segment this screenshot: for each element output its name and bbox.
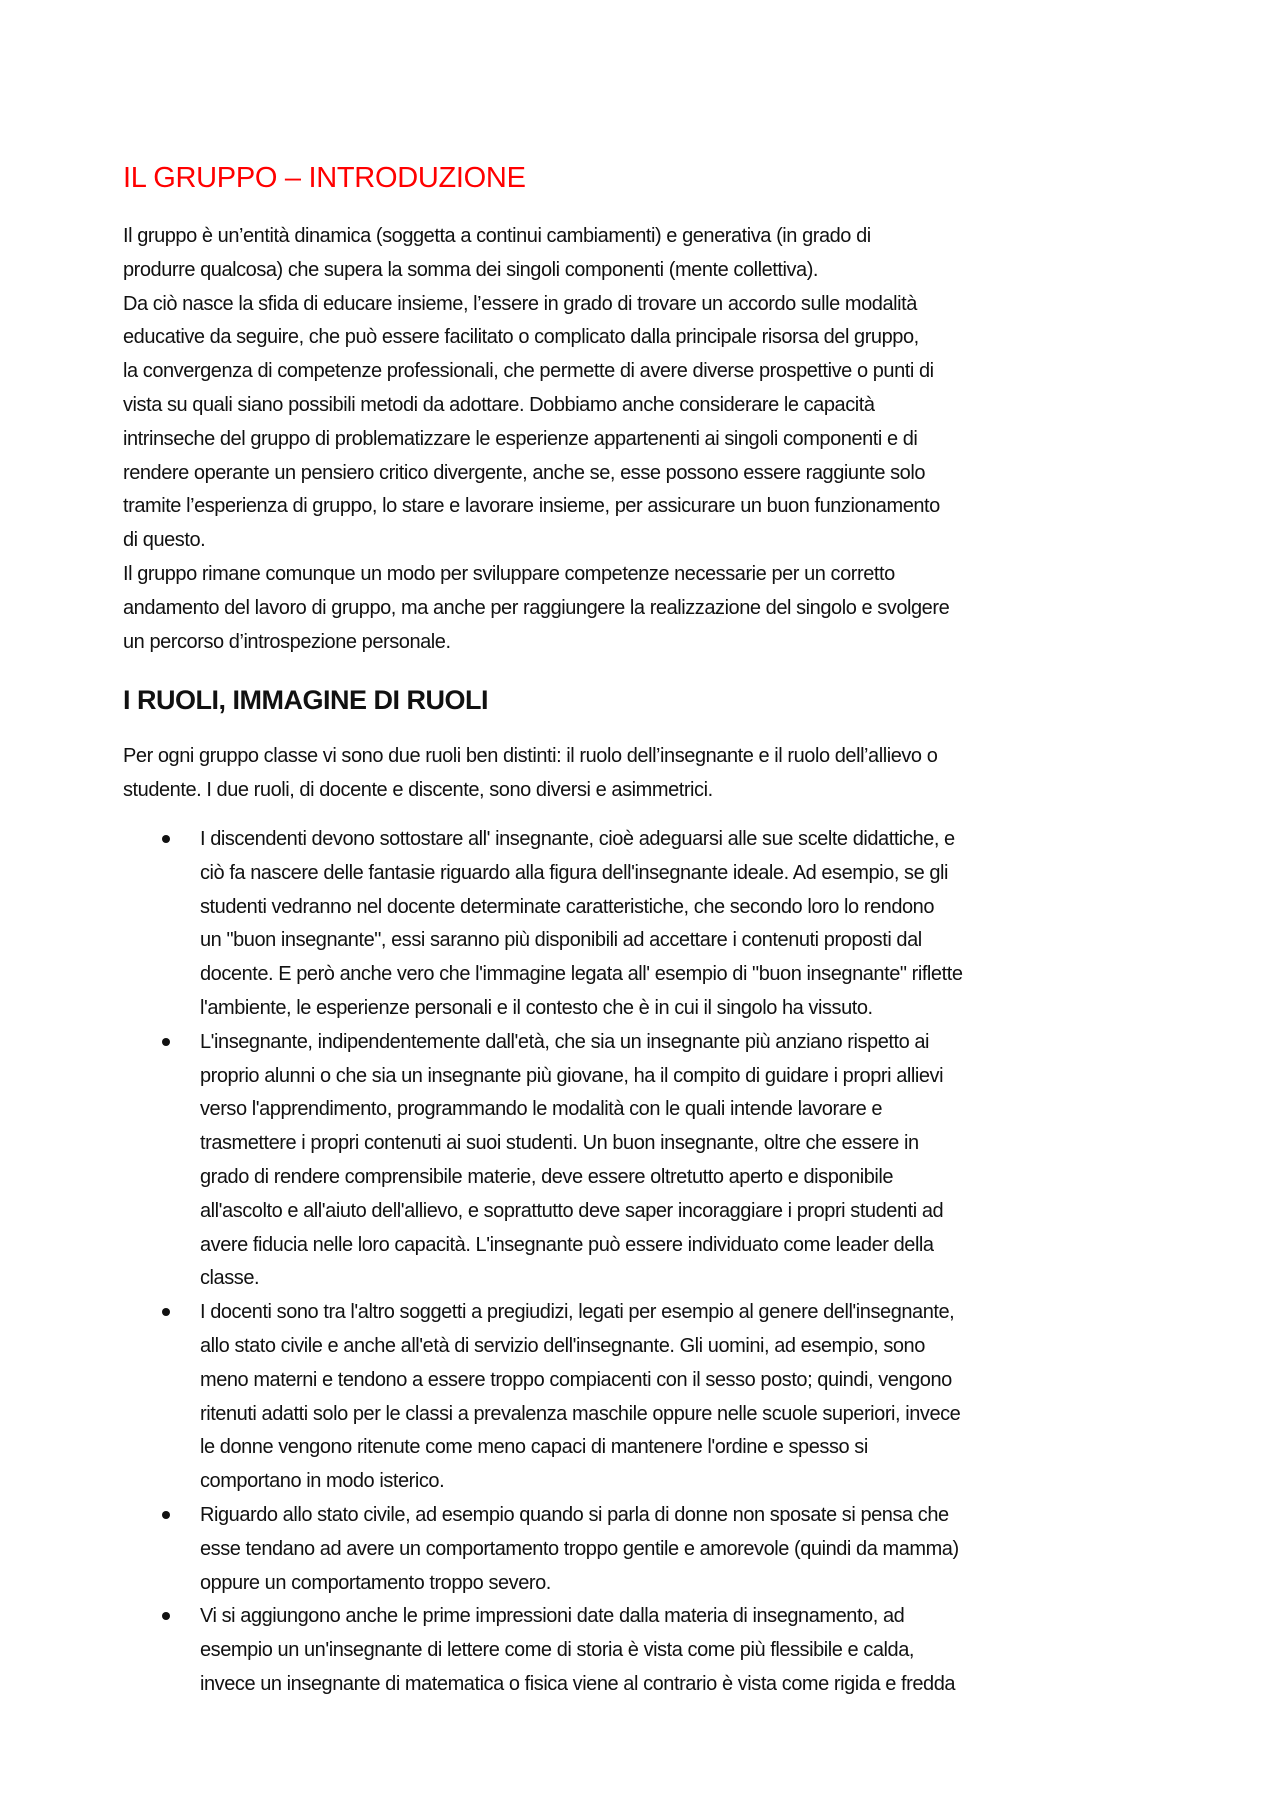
text-line: Vi si aggiungono anche le prime impressioni date dalla materia di insegnamento, ad xyxy=(200,1605,905,1628)
list-item xyxy=(0,1296,963,1499)
text-line: Da ciò nasce la sfida di educare insieme, l’essere in grado di trovare un accordo sulle modalità xyxy=(123,292,917,315)
text-line: intrinseche del gruppo di problematizzare le esperienze appartenenti ai singoli componenti e di xyxy=(123,427,918,450)
text-line: I discendenti devono sottostare all' insegnante, cioè adeguarsi alle sue scelte didattiche, e xyxy=(200,828,955,850)
roles-paragraph xyxy=(123,740,937,808)
text-line: classe. xyxy=(200,1267,260,1290)
text-line: studente. I due ruoli, di docente e discente, sono diversi e asimmetrici. xyxy=(123,778,713,801)
bullet-icon xyxy=(162,1308,170,1316)
text-line: Per ogni gruppo classe vi sono due ruoli ben distinti: il ruolo dell’insegnante e il ruolo dell’allievo o xyxy=(123,745,938,767)
text-line: Il gruppo rimane comunque un modo per sviluppare competenze necessarie per un corretto xyxy=(123,562,895,585)
text-line: Il gruppo è un’entità dinamica (soggetta a continui cambiamenti) e generativa (in grado di xyxy=(123,225,871,247)
text-line: l'ambiente, le esperienze personali e il contesto che è in cui il singolo ha vissuto. xyxy=(200,996,873,1019)
intro-paragraph xyxy=(123,220,949,659)
text-line: oppure un comportamento troppo severo. xyxy=(200,1571,551,1594)
list-item xyxy=(0,823,963,1026)
bullet-icon xyxy=(162,835,170,843)
text-line: vista su quali siano possibili metodi da adottare. Dobbiamo anche considerare le capacità xyxy=(123,393,875,416)
text-line: ciò fa nascere delle fantasie riguardo alla figura dell'insegnante ideale. Ad esempio, se gli xyxy=(200,861,949,884)
text-line: un "buon insegnante", essi saranno più disponibili ad accettare i contenuti proposti dal xyxy=(200,929,922,952)
text-line: grado di rendere comprensibile materie, deve essere oltretutto aperto e disponibile xyxy=(200,1165,894,1188)
text-line: all'ascolto e all'aiuto dell'allievo, e soprattutto deve saper incoraggiare i propri studenti ad xyxy=(200,1199,944,1222)
text-line: studenti vedranno nel docente determinate caratteristiche, che secondo loro lo rendono xyxy=(200,895,935,918)
text-line: allo stato civile e anche all'età di servizio dell'insegnante. Gli uomini, ad esempio, sono xyxy=(200,1334,925,1357)
list-item xyxy=(0,1499,963,1600)
text-line: proprio alunni o che sia un insegnante più giovane, ha il compito di guidare i propri allievi xyxy=(200,1064,944,1087)
section-title-introduzione: IL GRUPPO – INTRODUZIONE xyxy=(123,162,526,194)
text-line: docente. E però anche vero che l'immagine legata all' esempio di "buon insegnante" riflette xyxy=(200,963,963,986)
text-line: esempio un un'insegnante di lettere come di storia è vista come più flessibile e calda, xyxy=(200,1639,914,1662)
text-line: un percorso d’introspezione personale. xyxy=(123,630,451,653)
text-line: ritenuti adatti solo per le classi a prevalenza maschile oppure nelle scuole superiori, invece xyxy=(200,1402,961,1425)
bullet-list xyxy=(0,823,963,1702)
bullet-icon xyxy=(162,1612,170,1620)
text-line: invece un insegnante di matematica o fisica viene al contrario è vista come rigida e fredda xyxy=(200,1672,956,1695)
text-line: produrre qualcosa) che supera la somma dei singoli componenti (mente collettiva). xyxy=(123,258,819,281)
text-line: tramite l’esperienza di gruppo, lo stare e lavorare insieme, per assicurare un buon funzionamento xyxy=(123,495,940,518)
text-line: le donne vengono ritenute come meno capaci di mantenere l'ordine e spesso si xyxy=(200,1436,868,1459)
text-line: esse tendano ad avere un comportamento troppo gentile e amorevole (quindi da mamma) xyxy=(200,1537,959,1560)
list-item xyxy=(0,1600,963,1701)
text-line: Riguardo allo stato civile, ad esempio quando si parla di donne non sposate si pensa che xyxy=(200,1503,949,1526)
text-line: L'insegnante, indipendentemente dall'età, che sia un insegnante più anziano rispetto ai xyxy=(200,1030,930,1053)
bullet-icon xyxy=(162,1038,170,1046)
text-line: andamento del lavoro di gruppo, ma anche per raggiungere la realizzazione del singolo e svolgere xyxy=(123,596,950,619)
text-line: trasmettere i propri contenuti ai suoi studenti. Un buon insegnante, oltre che essere in xyxy=(200,1132,919,1155)
text-line: verso l'apprendimento, programmando le modalità con le quali intende lavorare e xyxy=(200,1098,883,1121)
text-line: rendere operante un pensiero critico divergente, anche se, esse possono essere raggiunte solo xyxy=(123,461,926,484)
bullet-icon xyxy=(162,1511,170,1519)
text-line: I docenti sono tra l'altro soggetti a pregiudizi, legati per esempio al genere dell'insegnante, xyxy=(200,1301,955,1324)
text-line: educative da seguire, che può essere facilitato o complicato dalla principale risorsa del gruppo, xyxy=(123,326,919,349)
list-item xyxy=(0,1026,963,1296)
section-title-ruoli: I RUOLI, IMMAGINE DI RUOLI xyxy=(123,685,488,715)
text-line: comportano in modo isterico. xyxy=(200,1470,445,1493)
text-line: avere fiducia nelle loro capacità. L'insegnante può essere individuato come leader della xyxy=(200,1233,934,1256)
text-line: la convergenza di competenze professionali, che permette di avere diverse prospettive o punti di xyxy=(123,360,934,383)
text-line: meno materni e tendono a essere troppo compiacenti con il sesso posto; quindi, vengono xyxy=(200,1368,952,1391)
text-line: di questo. xyxy=(123,529,206,552)
